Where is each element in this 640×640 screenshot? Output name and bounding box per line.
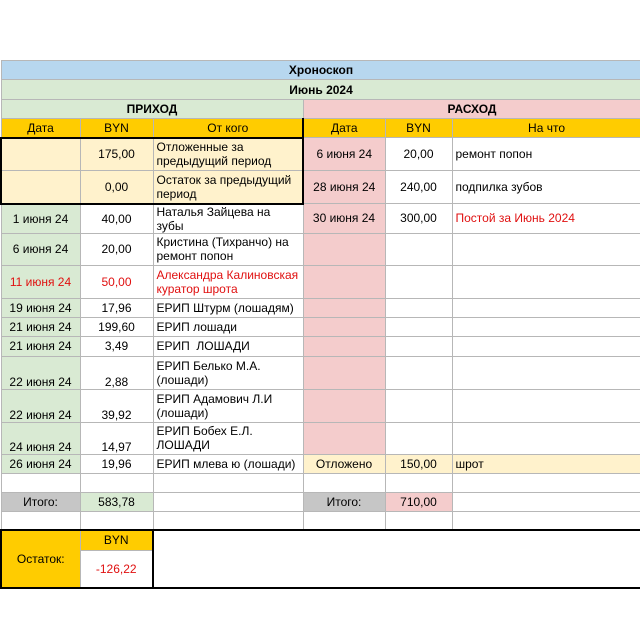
income-date-cell[interactable]: 26 июня 24 (1, 454, 80, 473)
balance-currency[interactable]: BYN (80, 530, 153, 550)
expense-for-cell[interactable] (452, 317, 640, 336)
income-from-cell[interactable]: ЕРИП млева ю (лошади) (153, 454, 303, 473)
income-from-cell[interactable]: ЕРИП лошади (153, 317, 303, 336)
expense-amount-cell[interactable] (385, 265, 452, 298)
expense-amount-header[interactable]: BYN (385, 119, 452, 138)
finance-sheet (0, 60, 640, 589)
income-amount-cell[interactable]: 17,96 (80, 298, 153, 317)
expense-for-cell[interactable] (452, 298, 640, 317)
empty-cell[interactable] (80, 511, 153, 530)
expense-date-cell[interactable] (303, 422, 385, 454)
expense-total-value[interactable]: 710,00 (385, 492, 452, 511)
expense-amount-cell[interactable] (385, 389, 452, 422)
income-from-cell[interactable]: ЕРИП Бобех Е.Л. ЛОШАДИ (153, 422, 303, 454)
empty-cell[interactable] (1, 473, 80, 492)
empty-cell[interactable] (153, 473, 303, 492)
income-date-cell[interactable]: 21 июня 24 (1, 317, 80, 336)
empty-cell[interactable] (153, 492, 303, 511)
income-date-cell[interactable]: 24 июня 24 (1, 422, 80, 454)
income-from-cell[interactable]: Александра Калиновская куратор шрота (153, 265, 303, 298)
income-amount-header[interactable]: BYN (80, 119, 153, 138)
income-total-value[interactable]: 583,78 (80, 492, 153, 511)
income-date-cell[interactable] (1, 171, 80, 204)
expense-amount-cell[interactable] (385, 317, 452, 336)
income-from-header[interactable]: От кого (153, 119, 303, 138)
income-date-cell[interactable]: 22 июня 24 (1, 389, 80, 422)
income-amount-cell[interactable]: 39,92 (80, 389, 153, 422)
income-date-cell[interactable]: 21 июня 24 (1, 336, 80, 356)
expense-amount-cell[interactable]: 300,00 (385, 204, 452, 234)
income-amount-cell[interactable]: 40,00 (80, 204, 153, 234)
expense-for-cell[interactable]: ремонт попон (452, 138, 640, 171)
income-date-cell[interactable]: 1 июня 24 (1, 204, 80, 234)
expense-for-cell[interactable]: подпилка зубов (452, 171, 640, 204)
income-amount-cell[interactable]: 20,00 (80, 233, 153, 265)
expense-for-cell[interactable] (452, 389, 640, 422)
expense-date-cell[interactable] (303, 317, 385, 336)
income-amount-cell[interactable]: 2,88 (80, 356, 153, 389)
income-amount-cell[interactable]: 3,49 (80, 336, 153, 356)
balance-label[interactable]: Остаток: (1, 530, 80, 588)
empty-cell[interactable] (303, 473, 385, 492)
income-amount-cell[interactable]: 14,97 (80, 422, 153, 454)
expense-date-cell[interactable] (303, 389, 385, 422)
expense-for-cell[interactable]: Постой за Июнь 2024 (452, 204, 640, 234)
expense-for-cell[interactable] (452, 233, 640, 265)
expense-date-cell[interactable] (303, 356, 385, 389)
reserved-for-cell[interactable]: шрот (452, 454, 640, 473)
balance-notes-area[interactable] (153, 530, 640, 588)
empty-cell[interactable] (1, 511, 80, 530)
expense-for-cell[interactable] (452, 336, 640, 356)
expense-date-cell[interactable] (303, 298, 385, 317)
period-title[interactable]: Июнь 2024 (1, 80, 640, 100)
expense-date-cell[interactable] (303, 265, 385, 298)
income-from-cell[interactable]: ЕРИП Штурм (лошадям) (153, 298, 303, 317)
expense-date-cell[interactable]: 30 июня 24 (303, 204, 385, 234)
expense-amount-cell[interactable]: 20,00 (385, 138, 452, 171)
expense-date-cell[interactable]: 6 июня 24 (303, 138, 385, 171)
expense-date-cell[interactable] (303, 233, 385, 265)
income-amount-cell[interactable]: 175,00 (80, 138, 153, 171)
reserved-amount-cell[interactable]: 150,00 (385, 454, 452, 473)
sheet-title[interactable]: Хроноскоп (1, 61, 640, 80)
income-date-cell[interactable]: 6 июня 24 (1, 233, 80, 265)
income-total-label[interactable]: Итого: (1, 492, 80, 511)
income-from-cell[interactable]: Наталья Зайцева на зубы (153, 204, 303, 234)
empty-cell[interactable] (452, 492, 640, 511)
expense-total-label[interactable]: Итого: (303, 492, 385, 511)
income-amount-cell[interactable]: 50,00 (80, 265, 153, 298)
empty-cell[interactable] (452, 473, 640, 492)
expense-amount-cell[interactable] (385, 298, 452, 317)
empty-cell[interactable] (385, 511, 452, 530)
income-from-cell[interactable]: Отложенные за предыдущий период (153, 138, 303, 171)
expense-amount-cell[interactable]: 240,00 (385, 171, 452, 204)
expense-section-header[interactable]: РАСХОД (303, 100, 640, 119)
expense-date-cell[interactable]: 28 июня 24 (303, 171, 385, 204)
income-section-header[interactable]: ПРИХОД (1, 100, 303, 119)
expense-for-header[interactable]: На что (452, 119, 640, 138)
income-date-header[interactable]: Дата (1, 119, 80, 138)
expense-for-cell[interactable] (452, 422, 640, 454)
empty-cell[interactable] (452, 511, 640, 530)
income-amount-cell[interactable]: 199,60 (80, 317, 153, 336)
empty-cell[interactable] (153, 511, 303, 530)
expense-amount-cell[interactable] (385, 233, 452, 265)
income-from-cell[interactable]: ЕРИП Адамович Л.И (лошади) (153, 389, 303, 422)
income-from-cell[interactable]: Кристина (Тихранчо) на ремонт попон (153, 233, 303, 265)
expense-amount-cell[interactable] (385, 422, 452, 454)
income-date-cell[interactable]: 11 июня 24 (1, 265, 80, 298)
income-amount-cell[interactable]: 19,96 (80, 454, 153, 473)
income-from-cell[interactable]: ЕРИП Белько М.А. (лошади) (153, 356, 303, 389)
expense-amount-cell[interactable] (385, 336, 452, 356)
income-date-cell[interactable]: 22 июня 24 (1, 356, 80, 389)
empty-cell[interactable] (385, 473, 452, 492)
income-date-cell[interactable] (1, 138, 80, 171)
expense-amount-cell[interactable] (385, 356, 452, 389)
expense-for-cell[interactable] (452, 265, 640, 298)
empty-cell[interactable] (80, 473, 153, 492)
income-from-cell[interactable]: Остаток за предыдущий период (153, 171, 303, 204)
balance-value[interactable]: -126,22 (80, 550, 153, 588)
income-amount-cell[interactable]: 0,00 (80, 171, 153, 204)
reserved-label-cell[interactable]: Отложено (303, 454, 385, 473)
income-from-cell[interactable]: ЕРИП ЛОШАДИ (153, 336, 303, 356)
income-date-cell[interactable]: 19 июня 24 (1, 298, 80, 317)
empty-cell[interactable] (303, 511, 385, 530)
expense-for-cell[interactable] (452, 356, 640, 389)
expense-date-cell[interactable] (303, 336, 385, 356)
expense-date-header[interactable]: Дата (303, 119, 385, 138)
